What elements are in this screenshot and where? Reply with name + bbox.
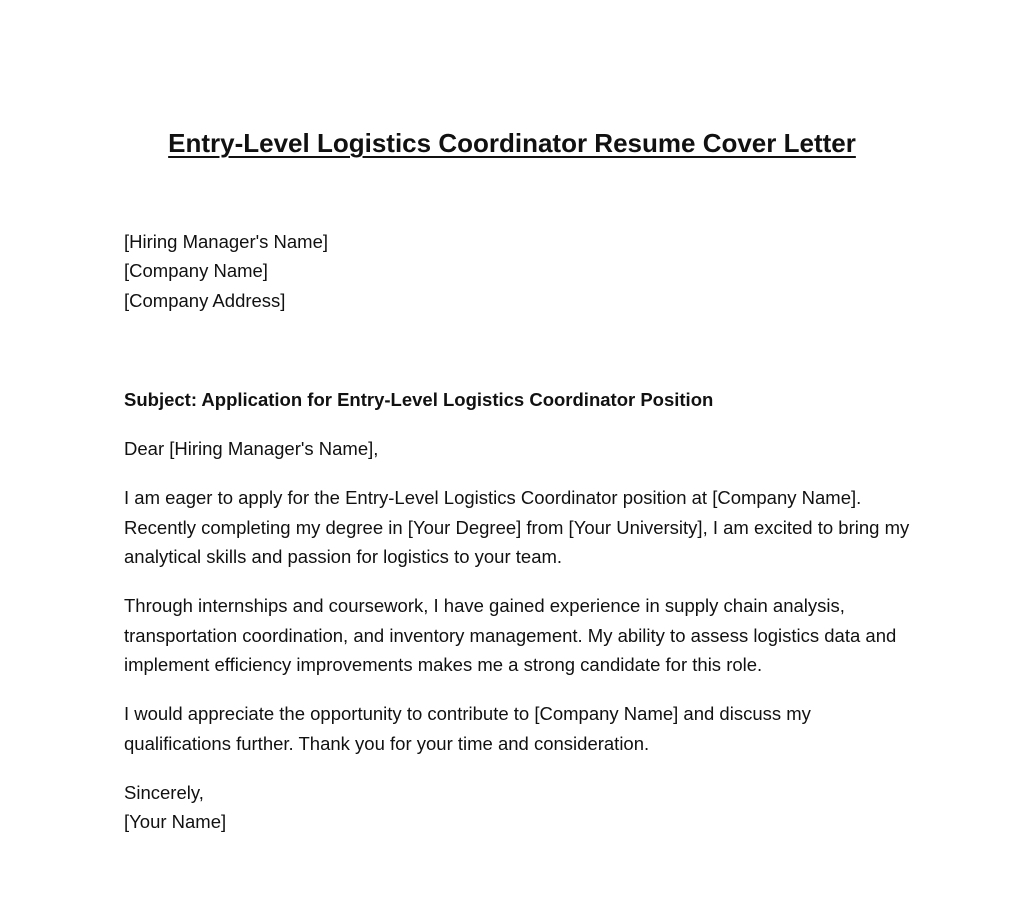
document-title-text: Entry-Level Logistics Coordinator Resume Cover Letter	[168, 128, 856, 158]
signature-name: [Your Name]	[124, 811, 227, 833]
recipient-address-line: [Company Address]	[124, 289, 286, 311]
body-paragraph-1: I am eager to apply for the Entry-Level Logistics Coordinator position at [Company Name]. Recently completing my degree in [Your Degree] from [Your University], I am excited to bring my analytical skills and passion for logistics to your team.	[124, 487, 910, 568]
recipient-name: [Hiring Manager's Name]	[124, 231, 329, 252]
recipient-company: [Company Name]	[124, 260, 268, 282]
body-paragraph-3: I would appreciate the opportunity to contribute to [Company Name] and discuss my qualifications further. Thank you for your time and consideration.	[124, 703, 811, 754]
valediction: Sincerely,	[124, 781, 204, 803]
closing	[124, 778, 914, 837]
salutation: Dear [Hiring Manager's Name],	[124, 438, 379, 460]
body-paragraph-2: Through internships and coursework, I have gained experience in supply chain analysis, transportation coordination, and inventory management. My ability to assess logistics data and implement efficiency improvements makes me a strong candidate for this role.	[124, 595, 897, 675]
document-title	[0, 126, 1024, 160]
subject-line: Subject: Application for Entry-Level Logistics Coordinator Position	[124, 388, 714, 410]
recipient-address	[124, 227, 914, 315]
letter-body	[124, 227, 914, 836]
